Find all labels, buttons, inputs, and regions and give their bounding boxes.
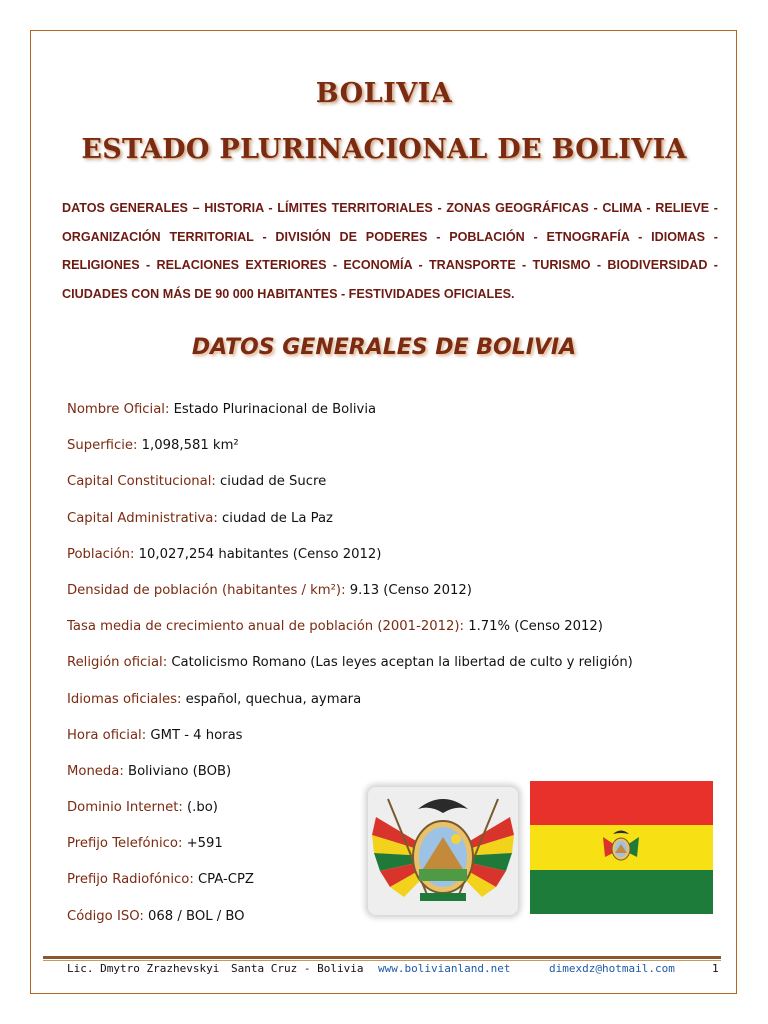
fact-label: Moneda — [67, 763, 120, 779]
coat-of-arms-icon — [368, 787, 518, 915]
fact-label: Población — [67, 546, 131, 562]
flag-stripe-red — [530, 781, 713, 825]
fact-row-poblacion: Población: 10,027,254 habitantes (Censo 2012) — [67, 546, 382, 562]
fact-value: Boliviano (BOB) — [128, 763, 232, 779]
page-subtitle: ESTADO PLURINACIONAL DE BOLIVIA — [81, 134, 687, 165]
fact-label: Dominio Internet — [67, 800, 179, 816]
fact-label: Nombre Oficial — [67, 402, 165, 417]
fact-label: Capital Constitucional — [67, 474, 212, 490]
fact-label: Religión oficial — [67, 655, 163, 671]
fact-label: Capital Administrativa — [67, 510, 214, 526]
footer-divider-thin — [43, 960, 721, 961]
fact-value: Estado Plurinacional de Bolivia — [173, 402, 377, 417]
fact-label: Hora oficial — [67, 727, 142, 743]
fact-row-codigo-iso: Código ISO: 068 / BOL / BO — [67, 908, 245, 924]
fact-row-prefijo-telefonico: Prefijo Telefónico: +591 — [67, 836, 223, 852]
fact-row-dominio: Dominio Internet: (.bo) — [67, 800, 218, 816]
footer-email-link[interactable]: dimexdz@hotmail.com — [549, 962, 675, 975]
fact-row-idiomas: Idiomas oficiales: español, quechua, aymara — [67, 691, 362, 707]
bolivia-flag — [530, 781, 713, 914]
coat-of-arms-image — [368, 787, 518, 915]
fact-label: Superficie — [67, 438, 133, 454]
fact-value: (.bo) — [187, 800, 218, 816]
fact-value: +591 — [186, 836, 223, 852]
fact-row-religion: Religión oficial: Catolicismo Romano (Las leyes aceptan la libertad de culto y religión) — [67, 655, 633, 671]
fact-row-nombre-oficial: Nombre Oficial: Estado Plurinacional de Bolivia — [67, 402, 377, 417]
fact-value: 10,027,254 habitantes (Censo 2012) — [138, 546, 382, 562]
page-number: 1 — [712, 962, 719, 975]
fact-value: 1.71% (Censo 2012) — [468, 619, 603, 635]
fact-value: ciudad de Sucre — [220, 474, 327, 490]
footer-author: Lic. Dmytro Zrazhevskyi — [67, 962, 220, 975]
fact-label: Tasa media de crecimiento anual de población (2001-2012) — [67, 619, 460, 635]
fact-row-superficie: Superficie: 1,098,581 km² — [67, 438, 239, 454]
fact-row-prefijo-radiofonico: Prefijo Radiofónico: CPA-CPZ — [67, 872, 254, 888]
footer-divider — [43, 956, 721, 959]
footer-website-link[interactable]: www.bolivianland.net — [378, 962, 511, 975]
flag-emblem-icon — [601, 827, 641, 867]
fact-label: Idiomas oficiales — [67, 691, 178, 707]
page-title: BOLIVIA — [315, 78, 453, 109]
footer-city: Santa Cruz - Bolivia — [231, 962, 364, 975]
fact-label: Prefijo Telefónico — [67, 836, 178, 852]
topics-list: DATOS GENERALES – HISTORIA - LÍMITES TERRITORIALES - ZONAS GEOGRÁFICAS - CLIMA - RELIEVE - ORGANIZACIÓN TERRITORIAL - DIVISIÓN DE PODERES - POBLACIÓN - ETNOGRAFÍA - IDIOMAS - RELIGIONES - RELACIONES EXTERIORES - ECONOMÍA - TRANSPORTE - TURISMO - BIODIVERSIDAD - CIUDADES CON MÁS DE 90 000 HABITANTES - FESTIVIDADES OFICIALES. — [62, 201, 718, 301]
fact-row-densidad: Densidad de población (habitantes / km²): 9.13 (Censo 2012) — [67, 582, 472, 598]
section-title: DATOS GENERALES DE BOLIVIA — [191, 335, 577, 360]
fact-value: 068 / BOL / BO — [148, 908, 245, 924]
fact-row-hora-oficial: Hora oficial: GMT - 4 horas — [67, 727, 243, 743]
fact-label: Código ISO — [67, 908, 140, 924]
fact-row-tasa-crecimiento: Tasa media de crecimiento anual de población (2001-2012): 1.71% (Censo 2012) — [67, 619, 603, 635]
fact-value: 9.13 (Censo 2012) — [349, 582, 472, 598]
fact-row-capital-constitucional: Capital Constitucional: ciudad de Sucre — [67, 474, 327, 490]
fact-value: español, quechua, aymara — [185, 691, 362, 707]
fact-value: GMT - 4 horas — [150, 727, 243, 743]
fact-row-moneda: Moneda: Boliviano (BOB) — [67, 763, 232, 779]
fact-value: 1,098,581 km² — [141, 438, 239, 454]
fact-value: Catolicismo Romano (Las leyes aceptan la libertad de culto y religión) — [171, 655, 633, 671]
fact-row-capital-administrativa: Capital Administrativa: ciudad de La Paz — [67, 510, 333, 526]
flag-stripe-yellow — [530, 825, 713, 869]
fact-value: ciudad de La Paz — [222, 510, 333, 526]
flag-stripe-green — [530, 870, 713, 914]
fact-label: Prefijo Radiofónico — [67, 872, 190, 888]
fact-label: Densidad de población (habitantes / km²) — [67, 582, 342, 598]
fact-value: CPA-CPZ — [197, 872, 254, 888]
